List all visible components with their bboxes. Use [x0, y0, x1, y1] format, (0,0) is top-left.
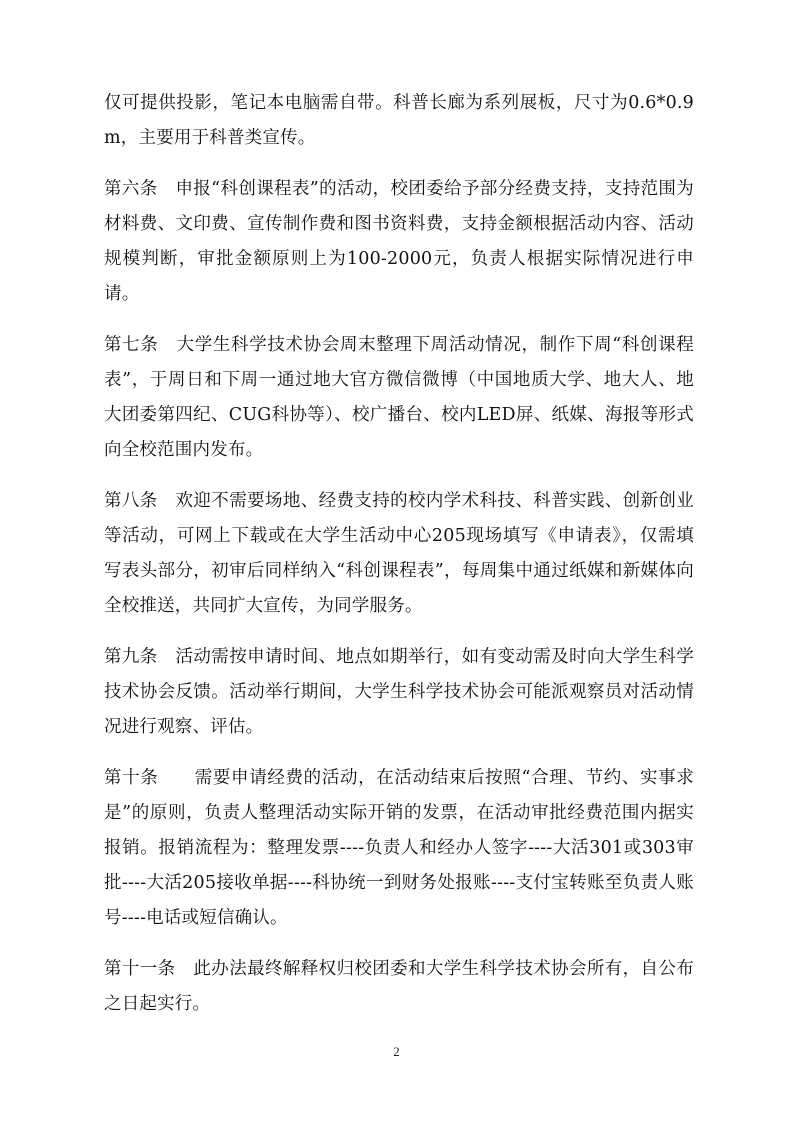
paragraph-article-8: 第八条 欢迎不需要场地、经费支持的校内学术科技、科普实践、创新创业等活动，可网上下载或在大学生活动中心205现场填写《申请表》，仅需填写表头部分，初审后同样纳入“科创课程表”，每周集中通过纸媒和新媒体向全校推送，共同扩大宣传，为同学服务。 — [104, 491, 694, 616]
paragraph-projection-note: 仅可提供投影，笔记本电脑需自带。科普长廊为系列展板，尺寸为0.6*0.9m，主要用于科普类宣传。 — [104, 93, 694, 148]
paragraph-article-9: 第九条 活动需按申请时间、地点如期举行，如有变动需及时向大学生科学技术协会反馈。活动举行期间，大学生科学技术协会可能派观察员对活动情况进行观察、评估。 — [104, 647, 694, 737]
paragraph-article-6: 第六条 申报“科创课程表”的活动，校团委给予部分经费支持，支持范围为材料费、文印费、宣传制作费和图书资料费，支持金额根据活动内容、活动规模判断，审批金额原则上为100-2000元，负责人根据实际情况进行申请。 — [104, 179, 694, 304]
paragraph-article-11: 第十一条 此办法最终解释权归校团委和大学生科学技术协会所有，自公布之日起实行。 — [104, 959, 694, 1014]
paragraph-article-10: 第十条 需要申请经费的活动，在活动结束后按照“合理、节约、实事求是”的原则，负责人整理活动实际开销的发票，在活动审批经费范围内据实报销。报销流程为：整理发票----负责人和经办人签字----大活301或303审批----大活205接收单据----科协统一到财务处报账----支付宝转账至负责人账号----电话或短信确认。 — [104, 768, 694, 928]
document-body — [104, 86, 694, 1038]
page-number: 2 — [393, 1044, 400, 1059]
paragraph-article-7: 第七条 大学生科学技术协会周末整理下周活动情况，制作下周“科创课程表”，于周日和下周一通过地大官方微信微博（中国地质大学、地大人、地大团委第四纪、CUG科协等）、校广播台、校内LED屏、纸媒、海报等形式向全校范围内发布。 — [104, 335, 694, 460]
